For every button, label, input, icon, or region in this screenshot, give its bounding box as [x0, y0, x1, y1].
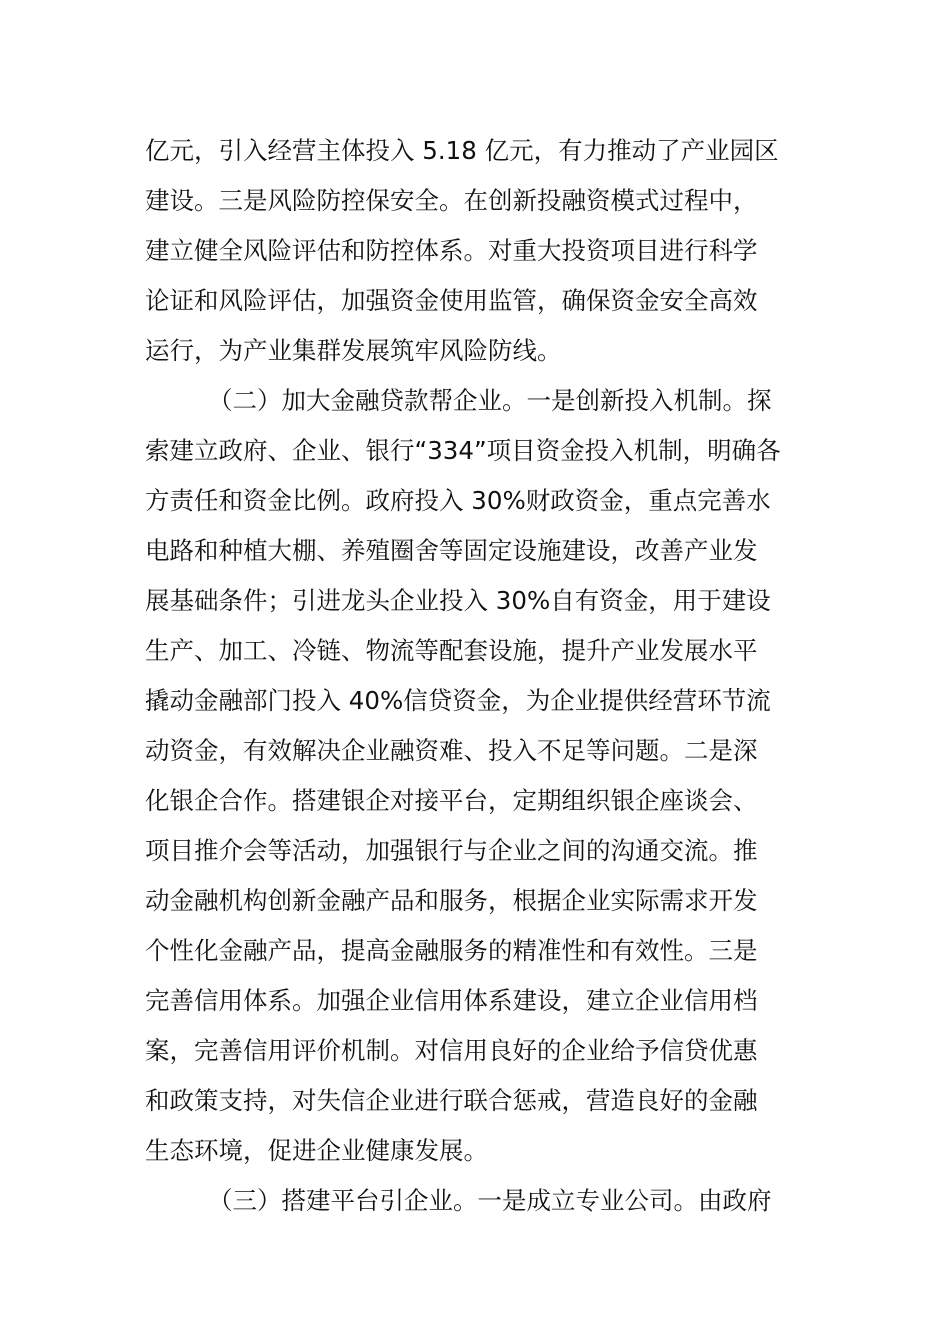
- text-line: 建设。三是风险防控保安全。在创新投融资模式过程中，: [145, 186, 758, 215]
- text-line: 运行，为产业集群发展筑牢风险防线。: [145, 336, 562, 365]
- text-line: 论证和风险评估，加强资金使用监管，确保资金安全高效: [145, 286, 758, 315]
- text-line: 动金融机构创新金融产品和服务，根据企业实际需求开发: [145, 886, 758, 915]
- text-line: 生产、加工、冷链、物流等配套设施，提升产业发展水平: [145, 636, 758, 665]
- paragraph-heading-line: （三）搭建平台引企业。一是成立专业公司。由政府: [208, 1186, 772, 1215]
- text-line: 电路和种植大棚、养殖圈舍等固定设施建设，改善产业发: [145, 536, 758, 565]
- text-line: 项目推介会等活动，加强银行与企业之间的沟通交流。推: [145, 836, 758, 865]
- text-line: 方责任和资金比例。政府投入 30%财政资金，重点完善水: [145, 486, 771, 515]
- text-line: 展基础条件；引进龙头企业投入 30%自有资金，用于建设: [145, 586, 771, 615]
- text-line: 和政策支持，对失信企业进行联合惩戒，营造良好的金融: [145, 1086, 758, 1115]
- text-line: 亿元，引入经营主体投入 5.18 亿元，有力推动了产业园区: [145, 136, 779, 165]
- paragraph-heading-line: （二）加大金融贷款帮企业。一是创新投入机制。探: [208, 386, 772, 415]
- text-line: 动资金，有效解决企业融资难、投入不足等问题。二是深: [145, 736, 758, 765]
- text-line: 案，完善信用评价机制。对信用良好的企业给予信贷优惠: [145, 1036, 758, 1065]
- text-line: 建立健全风险评估和防控体系。对重大投资项目进行科学: [145, 236, 758, 265]
- text-line: 生态环境，促进企业健康发展。: [145, 1136, 488, 1165]
- text-line: 完善信用体系。加强企业信用体系建设，建立企业信用档: [145, 986, 758, 1015]
- text-line: 索建立政府、企业、银行“334”项目资金投入机制，明确各: [145, 436, 781, 465]
- text-line: 撬动金融部门投入 40%信贷资金，为企业提供经营环节流: [145, 686, 771, 715]
- text-line: 化银企合作。搭建银企对接平台，定期组织银企座谈会、: [145, 786, 758, 815]
- text-line: 个性化金融产品，提高金融服务的精准性和有效性。三是: [145, 936, 758, 965]
